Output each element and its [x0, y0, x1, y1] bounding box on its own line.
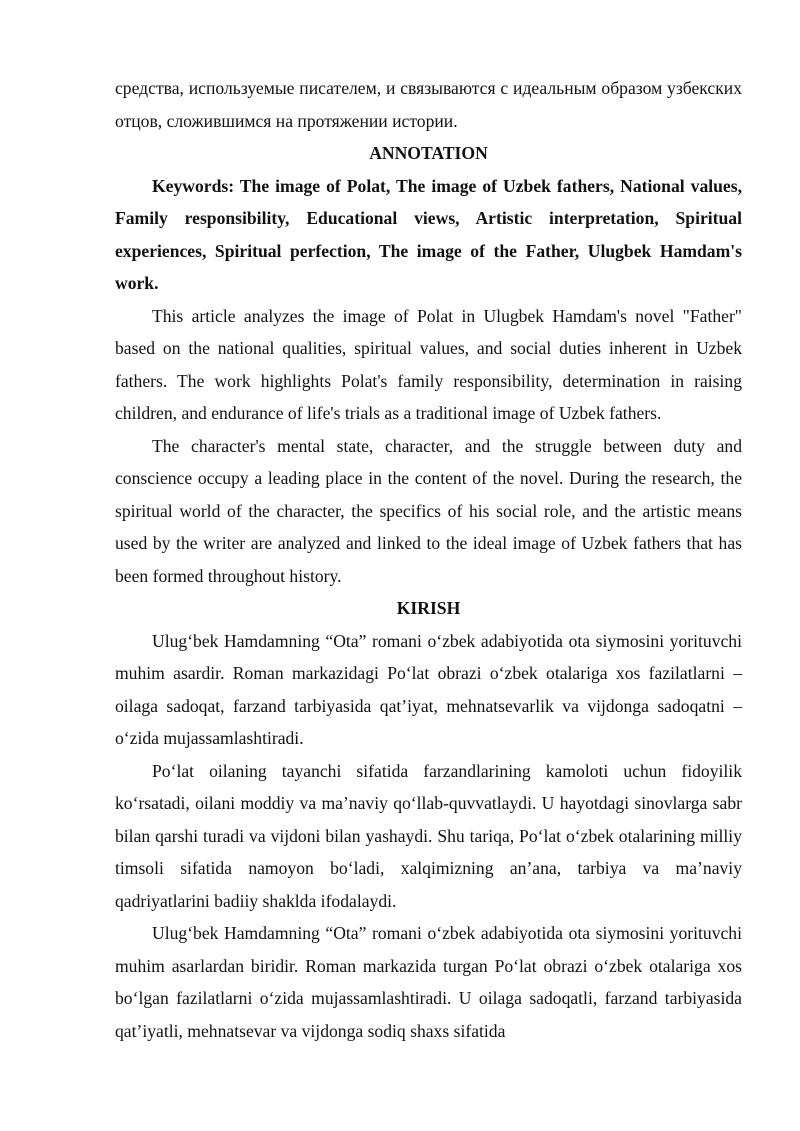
- annotation-paragraph-1: This article analyzes the image of Polat in Ulugbek Hamdam's novel "Father" based on the national qualities, spiritual values, and social duties inherent in Uzbek fathers. The work highlights Polat's family responsibility, determination in raising children, and endurance of life's trials as a traditional image of Uzbek fathers.: [115, 305, 742, 423]
- document-page: [115, 72, 742, 1047]
- kirish-paragraph-2: Po‘lat oilaning tayanchi sifatida farzandlarining kamoloti uchun fidoyilik ko‘rsatadi, oilani moddiy va ma’naviy qo‘llab-quvvatlaydi. U hayotdagi sinovlarga sabr bilan qarshi turadi va vijdoni bilan yashaydi. Shu tariqa, Po‘lat o‘zbek otalarining milliy timsoli sifatida namoyon bo‘ladi, xalqimizning an’ana, tarbiya va ma’naviy qadriyatlarini badiiy shaklda ifodalaydi.: [115, 760, 742, 911]
- keywords-paragraph: Keywords: The image of Polat, The image of Uzbek fathers, National values, Family responsibility, Educational views, Artistic interpretation, Spiritual experiences, Spiritual perfection, The image of the Father, Ulugbek Hamdam's work.: [115, 175, 742, 293]
- kirish-heading: KIRISH: [396, 598, 461, 618]
- kirish-paragraph-1: Ulug‘bek Hamdamning “Ota” romani o‘zbek adabiyotida ota siymosini yorituvchi muhim asardir. Roman markazidagi Po‘lat obrazi o‘zbek otalariga xos fazilatlarni – oilaga sadoqat, farzand tarbiyasida qat’iyat, mehnatsevarlik va vijdonga sadoqatni – o‘zida mujassamlashtiradi.: [115, 630, 742, 748]
- annotation-paragraph-2: The character's mental state, character, and the struggle between duty and conscience occupy a leading place in the content of the novel. During the research, the spiritual world of the character, the specifics of his social role, and the artistic means used by the writer are analyzed and linked to the ideal image of Uzbek fathers that has been formed throughout history.: [115, 435, 742, 586]
- annotation-heading: ANNOTATION: [369, 143, 488, 163]
- kirish-paragraph-3: Ulug‘bek Hamdamning “Ota” romani o‘zbek adabiyotida ota siymosini yorituvchi muhim asarlardan biridir. Roman markazida turgan Po‘lat obrazi o‘zbek otalariga xos bo‘lgan fazilatlarni o‘zida mujassamlashtiradi. U oilaga sadoqatli, farzand tarbiyasida qat’iyatli, mehnatsevar va vijdonga sodiq shaxs sifatida: [115, 923, 742, 1041]
- intro-tail-paragraph: средства, используемые писателем, и связываются с идеальным образом узбекских отцов, сложившимся на протяжении истории.: [115, 78, 742, 131]
